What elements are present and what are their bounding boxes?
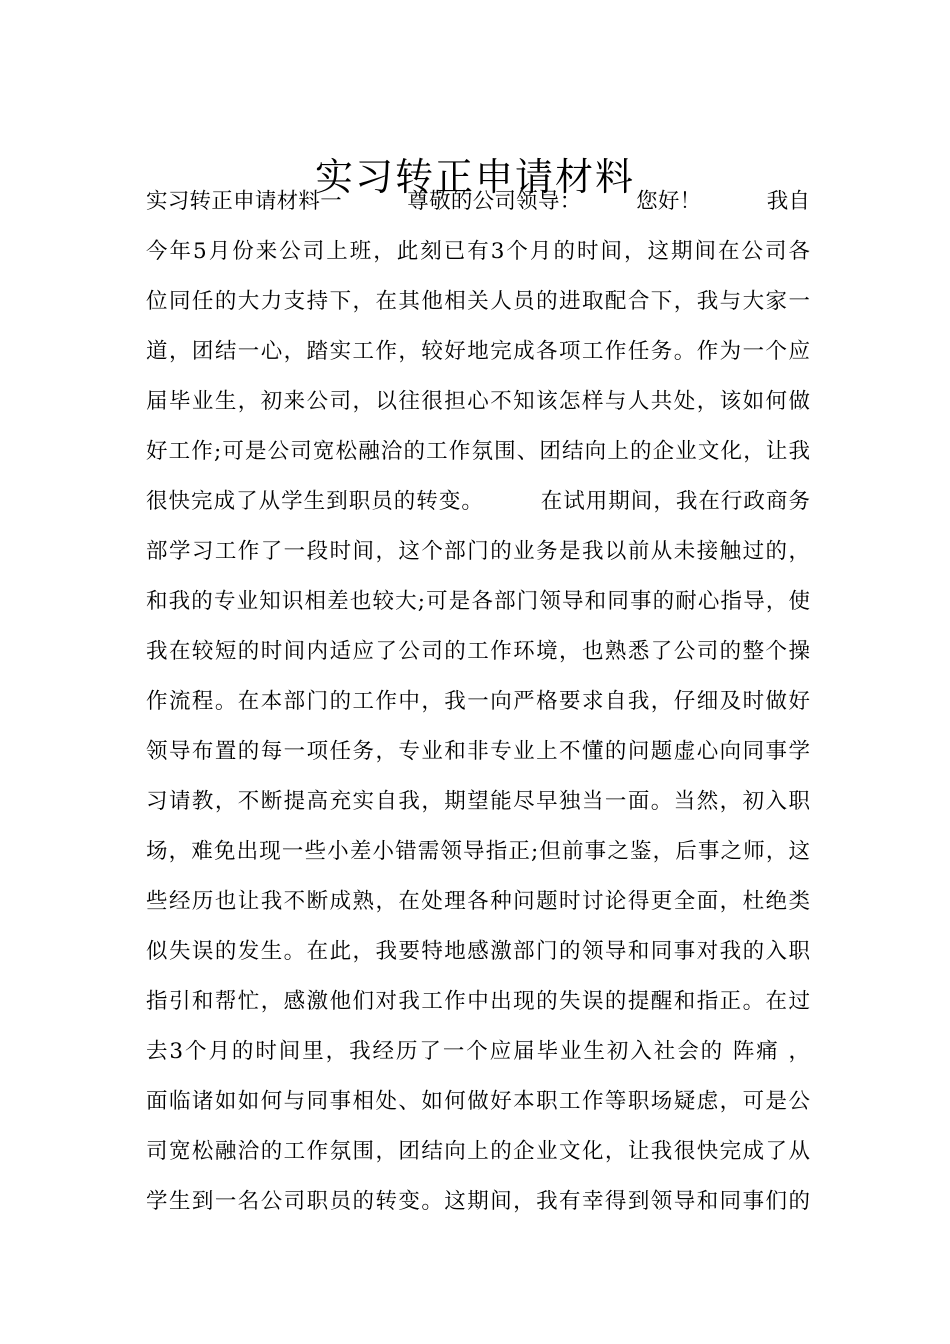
document-title: 实习转正申请材料: [314, 155, 635, 200]
body-line: 位同任的大力支持下，在其他相关人员的进取配合下，我与大家一: [146, 289, 810, 314]
body-line: 些经历也让我不断成熟，在处理各种问题时讨论得更全面，杜绝类: [146, 889, 810, 914]
body-line: 今年5月份来公司上班，此刻已有3个月的时间，这期间在公司各: [146, 239, 810, 264]
body-line: 实习转正申请材料一 尊敬的公司领导： 您好！ 我自: [146, 189, 810, 214]
body-line: 学生到一名公司职员的转变。这期间，我有幸得到领导和同事们的: [146, 1189, 810, 1214]
body-line: 好工作;可是公司宽松融洽的工作氛围、团结向上的企业文化，让我: [146, 439, 810, 464]
body-line: 和我的专业知识相差也较大;可是各部门领导和同事的耐心指导，使: [146, 589, 810, 614]
body-line: 似失误的发生。在此，我要特地感激部门的领导和同事对我的入职: [146, 939, 810, 964]
body-line: 去3个月的时间里，我经历了一个应届毕业生初入社会的 阵痛 ，: [146, 1039, 810, 1064]
body-line: 习请教，不断提高充实自我，期望能尽早独当一面。当然，初入职: [146, 789, 810, 814]
body-line: 部学习工作了一段时间，这个部门的业务是我以前从未接触过的，: [146, 539, 810, 564]
body-line: 指引和帮忙，感激他们对我工作中出现的失误的提醒和指正。在过: [146, 989, 810, 1014]
body-line: 场，难免出现一些小差小错需领导指正;但前事之鉴，后事之师，这: [146, 839, 810, 864]
body-line: 领导布置的每一项任务，专业和非专业上不懂的问题虚心向同事学: [146, 739, 810, 764]
body-line: 我在较短的时间内适应了公司的工作环境，也熟悉了公司的整个操: [146, 639, 810, 664]
document-body: [146, 177, 810, 1227]
body-line: 面临诸如如何与同事相处、如何做好本职工作等职场疑虑，可是公: [146, 1089, 810, 1114]
body-line: 届毕业生，初来公司，以往很担心不知该怎样与人共处，该如何做: [146, 389, 810, 414]
body-line: 很快完成了从学生到职员的转变。 在试用期间，我在行政商务: [146, 489, 810, 514]
body-line: 司宽松融洽的工作氛围，团结向上的企业文化，让我很快完成了从: [146, 1139, 810, 1164]
body-line: 道，团结一心，踏实工作，较好地完成各项工作任务。作为一个应: [146, 339, 810, 364]
body-line: 作流程。在本部门的工作中，我一向严格要求自我，仔细及时做好: [146, 689, 810, 714]
